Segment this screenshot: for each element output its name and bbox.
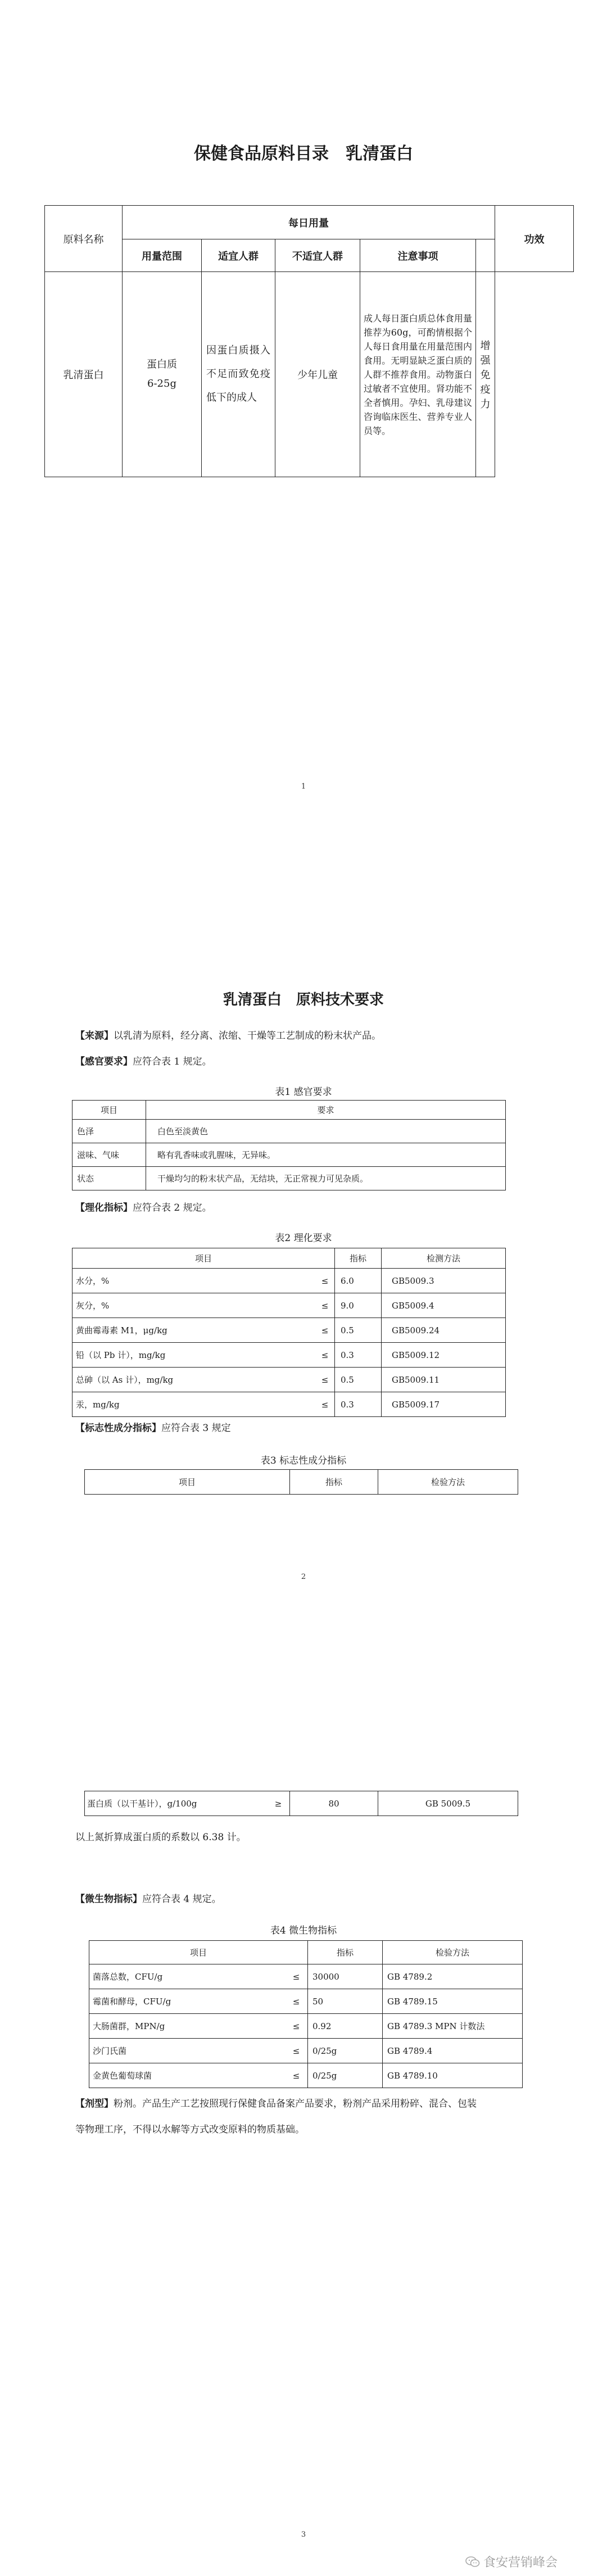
t2-h-method: 检测方法 <box>382 1248 506 1269</box>
t4-val: 50 <box>308 1989 383 2014</box>
physchem-para <box>75 1195 536 1221</box>
t2-item: 总砷（以 As 计），mg/kg <box>73 1368 316 1392</box>
h-name: 原料名称 <box>45 206 123 272</box>
t2-method: GB5009.12 <box>382 1343 506 1368</box>
t4-method: GB 4789.15 <box>383 1989 523 2014</box>
t2-val: 0.5 <box>335 1368 382 1392</box>
t4-val: 0.92 <box>308 2014 383 2039</box>
t4-val: 30000 <box>308 1964 383 1989</box>
notes-text: 成人每日蛋白质总体食用量推荐为60g，可酌情根据个人每日食用量在用量范围内食用。无明显缺乏蛋白质的人群不推荐食用。动物蛋白过敏者不宜使用。肾功能不全者慎用。孕妇、乳母建议咨询临床医生、营养专业人员等。 <box>364 313 472 436</box>
t4-method: GB 4789.2 <box>383 1964 523 1989</box>
physchem-label: 【理化指标】 <box>75 1202 133 1214</box>
t1-item: 色泽 <box>73 1120 146 1143</box>
form-text-line1: 粉剂。产品生产工艺按照现行保健食品备案产品要求，粉剂产品采用粉碎、混合、包装 <box>114 2098 477 2109</box>
cell-name: 乳清蛋白 <box>45 272 123 477</box>
marker-text: 应符合表 3 规定 <box>161 1423 231 1434</box>
page-number-2: 2 <box>301 1573 306 1581</box>
t4-item: 金黄色葡萄球菌 <box>89 2063 286 2088</box>
t3-h-item: 项目 <box>85 1470 290 1495</box>
t2-op: ≤ <box>315 1368 335 1392</box>
t1-h-item: 项目 <box>73 1101 146 1120</box>
table2-caption: 表2 理化要求 <box>275 1233 332 1244</box>
h-range: 用量范围 <box>123 239 202 272</box>
h-unsuitable: 不适宜人群 <box>275 239 360 272</box>
form-para <box>75 2091 553 2143</box>
cell-effect: 增强免疫力 <box>476 272 495 477</box>
range-line1: 蛋白质 <box>147 359 177 370</box>
page-number-3: 3 <box>301 2530 306 2539</box>
marker-label: 【标志性成分指标】 <box>75 1423 161 1434</box>
t4-h-method: 检验方法 <box>383 1941 523 1964</box>
t2-op: ≤ <box>315 1392 335 1417</box>
t4-h-index: 指标 <box>308 1941 383 1964</box>
t2-item: 灰分，% <box>73 1293 316 1318</box>
source-text: 以乳清为原料，经分离、浓缩、干燥等工艺制成的粉末状产品。 <box>114 1030 381 1042</box>
t2-val: 0.3 <box>335 1392 382 1417</box>
range-line2: 6-25g <box>147 378 176 390</box>
t2-h-item: 项目 <box>73 1248 335 1269</box>
t2-val: 6.0 <box>335 1269 382 1293</box>
physchem-table <box>72 1248 506 1417</box>
t4-op: ≤ <box>285 2063 308 2088</box>
t4-item: 大肠菌群，MPN/g <box>89 2014 286 2039</box>
t1-req: 略有乳香味或乳腥味，无异味。 <box>146 1143 506 1167</box>
physchem-text: 应符合表 2 规定。 <box>133 1202 212 1214</box>
watermark <box>465 2553 558 2570</box>
form-label: 【剂型】 <box>75 2098 114 2109</box>
sensory-label: 【感官要求】 <box>75 1056 133 1067</box>
table4-caption: 表4 微生物指标 <box>270 1925 337 1936</box>
t4-item: 菌落总数，CFU/g <box>89 1964 286 1989</box>
marker-para <box>75 1415 536 1441</box>
t4-op: ≤ <box>285 2039 308 2063</box>
cell-suitable <box>202 272 275 477</box>
t4-method: GB 4789.4 <box>383 2039 523 2063</box>
table1-caption: 表1 感官要求 <box>275 1086 332 1098</box>
t3-val: 80 <box>290 1791 378 1816</box>
cell-notes <box>360 272 476 477</box>
t4-val: 0/25g <box>308 2063 383 2088</box>
t2-item: 水分，% <box>73 1269 316 1293</box>
page1-title: 保健食品原料目录 乳清蛋白 <box>194 144 413 164</box>
micro-label: 【微生物指标】 <box>75 1894 142 1905</box>
t2-method: GB5009.17 <box>382 1392 506 1417</box>
micro-table <box>89 1940 523 2088</box>
t2-val: 0.5 <box>335 1318 382 1343</box>
t4-op: ≤ <box>285 2014 308 2039</box>
cell-unsuitable: 少年儿童 <box>275 272 360 477</box>
form-text-line2: 等物理工序，不得以水解等方式改变原料的物质基础。 <box>75 2124 305 2135</box>
t4-method: GB 4789.3 MPN 计数法 <box>383 2014 523 2039</box>
h-notes: 注意事项 <box>360 239 476 272</box>
t2-op: ≤ <box>315 1269 335 1293</box>
h-effect: 功效 <box>495 206 574 272</box>
t4-val: 0/25g <box>308 2039 383 2063</box>
t2-item: 铅（以 Pb 计），mg/kg <box>73 1343 316 1368</box>
page2-title: 乳清蛋白 原料技术要求 <box>223 992 384 1008</box>
t3-method: GB 5009.5 <box>378 1791 518 1816</box>
t1-item: 滋味、气味 <box>73 1143 146 1167</box>
t2-method: GB5009.11 <box>382 1368 506 1392</box>
micro-para <box>75 1886 536 1912</box>
h-suitable: 适宜人群 <box>202 239 275 272</box>
t3-op: ≥ <box>267 1791 290 1816</box>
suitable-text: 因蛋白质摄入不足而致免疫低下的成人 <box>206 345 270 404</box>
sensory-text: 应符合表 1 规定。 <box>133 1056 212 1067</box>
t2-item: 黄曲霉毒素 M1，μg/kg <box>73 1318 316 1343</box>
t4-op: ≤ <box>285 1964 308 1989</box>
h-daily: 每日用量 <box>123 206 495 239</box>
t2-op: ≤ <box>315 1343 335 1368</box>
t4-method: GB 4789.10 <box>383 2063 523 2088</box>
sensory-para <box>75 1049 536 1075</box>
wechat-icon <box>465 2556 480 2568</box>
t2-method: GB5009.4 <box>382 1293 506 1318</box>
t2-method: GB5009.24 <box>382 1318 506 1343</box>
source-para <box>75 1023 536 1049</box>
t3-h-index: 指标 <box>290 1470 378 1495</box>
watermark-text: 食安营销峰会 <box>483 2556 558 2570</box>
t4-op: ≤ <box>285 1989 308 2014</box>
catalog-table <box>44 205 574 477</box>
t4-item: 沙门氏菌 <box>89 2039 286 2063</box>
page-number-1: 1 <box>301 782 306 791</box>
t3-item: 蛋白质（以干基计），g/100g <box>85 1791 268 1816</box>
cell-range <box>123 272 202 477</box>
t2-val: 0.3 <box>335 1343 382 1368</box>
t2-op: ≤ <box>315 1293 335 1318</box>
t2-item: 汞，mg/kg <box>73 1392 316 1417</box>
t1-req: 干燥均匀的粉末状产品，无结块，无正常视力可见杂质。 <box>146 1167 506 1190</box>
t1-item: 状态 <box>73 1167 146 1190</box>
t1-h-req: 要求 <box>146 1101 506 1120</box>
marker-table-header <box>84 1469 518 1495</box>
t1-req: 白色至淡黄色 <box>146 1120 506 1143</box>
t3-h-method: 检验方法 <box>378 1470 518 1495</box>
t4-h-item: 项目 <box>89 1941 308 1964</box>
marker-table-row <box>84 1791 518 1816</box>
t2-op: ≤ <box>315 1318 335 1343</box>
t2-method: GB5009.3 <box>382 1269 506 1293</box>
micro-text: 应符合表 4 规定。 <box>142 1894 221 1905</box>
table3-caption: 表3 标志性成分指标 <box>260 1455 347 1466</box>
t4-item: 霉菌和酵母，CFU/g <box>89 1989 286 2014</box>
source-label: 【来源】 <box>75 1030 114 1042</box>
nitrogen-note: 以上氮折算成蛋白质的系数以 6.38 计。 <box>75 1832 246 1843</box>
sensory-table <box>72 1100 506 1190</box>
t2-h-index: 指标 <box>335 1248 382 1269</box>
t2-val: 9.0 <box>335 1293 382 1318</box>
